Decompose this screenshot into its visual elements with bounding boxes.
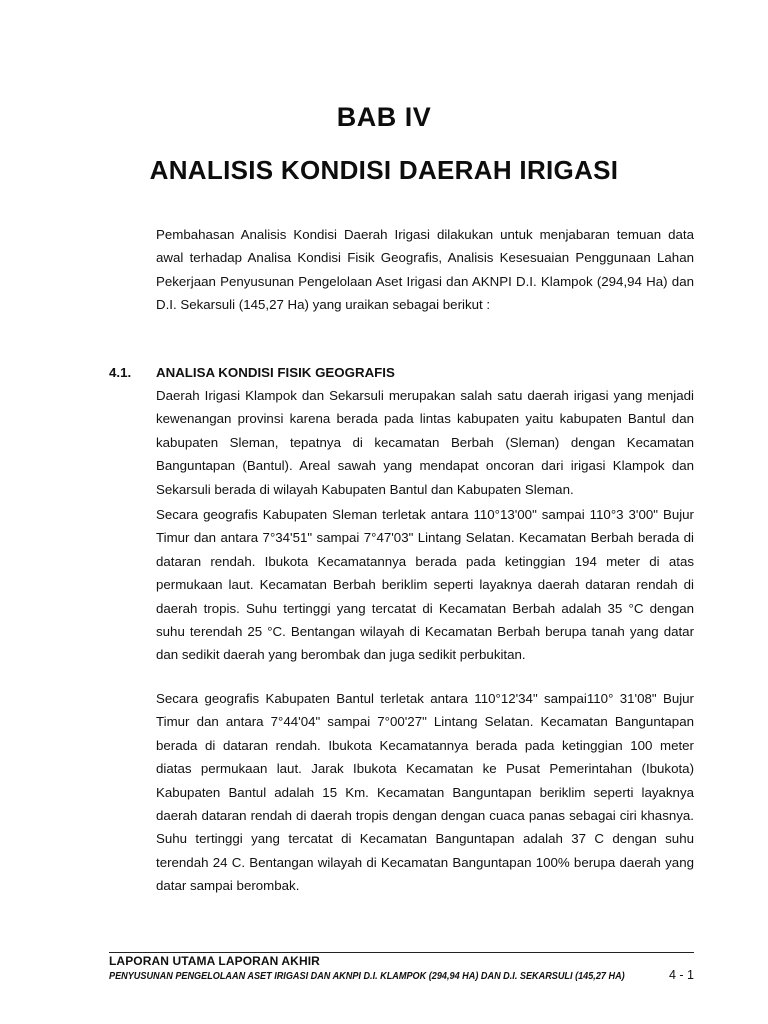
chapter-title: ANALISIS KONDISI DAERAH IRIGASI [149, 155, 619, 185]
intro-paragraph: Pembahasan Analisis Kondisi Daerah Irigasi dilakukan untuk menjabaran temuan data awal terhadap Analisa Kondisi Fisik Geografis, Analisis Kesesuaian Penggunaan Lahan Pekerjaan Penyusunan Pengelolaan Aset Irigasi dan AKNPI D.I. Klampok (294,94 Ha) dan D.I. Sekarsuli (145,27 Ha) yang uraikan sebagai berikut : [156, 227, 694, 313]
section-number: 4.1. [109, 365, 132, 380]
section-heading: ANALISA KONDISI FISIK GEOGRAFIS [156, 365, 395, 380]
section-paragraph-2: Secara geografis Kabupaten Sleman terletak antara 110°13'00" sampai 110°3 3'00" Bujur Timur dan antara 7°34'51" sampai 7°47'03" Lintang Selatan. Kecamatan Berbah berada di dataran rendah. Ibukota Kecamatannya berada pada ketinggian 194 meter di atas permukaan laut. Kecamatan Berbah beriklim seperti layaknya daerah dataran rendah di daerah tropis. Suhu tertinggi yang tercatat di Kecamatan Berbah adalah 35 °C dengan suhu terendah 25 °C. Bentangan wilayah di Kecamatan Berbah berupa tanah yang datar dan sedikit daerah yang berombak dan juga sedikit perbukitan. [156, 507, 694, 663]
section-paragraph-3: Secara geografis Kabupaten Bantul terletak antara 110°12'34" sampai110° 31'08" Bujur Timur dan antara 7°44'04" sampai 7°00'27" Lintang Selatan. Kecamatan Banguntapan berada di dataran rendah. Ibukota Kecamatannya berada pada ketinggian 100 meter diatas permukaan laut. Jarak Ibukota Kecamatan ke Pusat Pemerintahan (Ibukota) Kabupaten Bantul adalah 15 Km. Kecamatan Banguntapan beriklim seperti layaknya daerah dataran rendah di daerah tropis dengan dengan cuaca panas sebagai ciri khasnya. Suhu tertinggi yang tercatat di Kecamatan Banguntapan adalah 37 C dengan suhu terendah 24 C. Bentangan wilayah di Kecamatan Banguntapan 100% berupa daerah yang datar sampai berombak. [156, 691, 694, 894]
footer-title: LAPORAN UTAMA LAPORAN AKHIR [109, 954, 320, 968]
section-paragraph-1: Daerah Irigasi Klampok dan Sekarsuli merupakan salah satu daerah irigasi yang menjadi kewenangan provinsi karena berada pada lintas kabupaten yaitu kabupaten Bantul dan kabupaten Sleman, tepatnya di kecamatan Berbah (Sleman) dengan Kecamatan Banguntapan (Bantul). Areal sawah yang mendapat oncoran dari irigasi Klampok dan Sekarsuli berada di wilayah Kabupaten Bantul dan Kabupaten Sleman. [156, 388, 694, 497]
page-number: 4 - 1 [668, 968, 694, 982]
footer-subtitle: PENYUSUNAN PENGELOLAAN ASET IRIGASI DAN AKNPI D.I. KLAMPOK (294,94 HA) DAN D.I. SEKARSULI (145,27 HA) [109, 971, 625, 982]
chapter-number: BAB IV [336, 102, 432, 132]
